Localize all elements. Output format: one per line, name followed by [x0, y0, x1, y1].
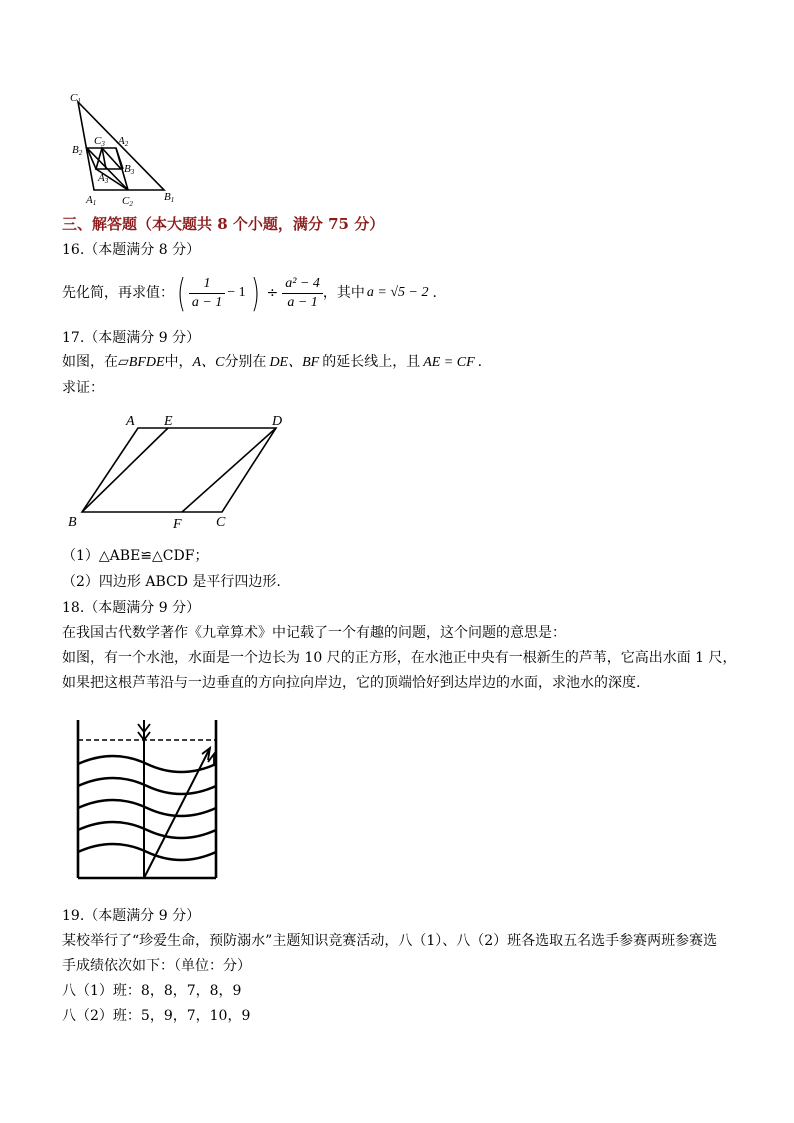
- wave-5: [78, 844, 216, 860]
- label-a2: A2: [118, 135, 129, 148]
- label-c3: C3: [94, 135, 105, 148]
- q17-part1: （1）△ABE≌△CDF；: [62, 548, 209, 564]
- q18-line2: 如图，有一个水池，水面是一个边长为 10 尺的正方形，在水池正中央有一根新生的芦苇，它高出水面 1 尺，: [62, 650, 737, 666]
- q18-line1: 在我国古代数学著作《九章算术》中记载了一个有趣的问题，这个问题的意思是：: [62, 625, 566, 641]
- q16-period: .: [432, 285, 437, 301]
- section-title: 三、解答题（本大题共 8 个小题，满分 75 分）: [62, 215, 385, 233]
- label-c: C: [216, 515, 226, 530]
- label-b: B: [68, 515, 77, 530]
- label-b1: B1: [164, 191, 175, 204]
- label-b3: B3: [124, 163, 135, 176]
- q16-fraction-1: $\frac{1}{a - 1}$: [189, 275, 225, 312]
- q19-line2: 手成绩依次如下：（单位：分）: [62, 958, 251, 974]
- q16-divide: ÷: [266, 285, 279, 301]
- parallelogram-abcd: [82, 428, 276, 512]
- label-c1: C1: [70, 92, 81, 105]
- wave-3: [78, 800, 216, 816]
- q16-prefix: 先化简，再求值：: [62, 285, 174, 301]
- segment-be: [82, 428, 168, 512]
- right-paren: ): [250, 271, 260, 315]
- label-c2: C2: [122, 195, 133, 208]
- nested-triangles-figure: [66, 90, 186, 208]
- q17-part2: （2）四边形 ABCD 是平行四边形.: [62, 574, 281, 590]
- segment-df: [182, 428, 276, 512]
- q16-mid-text: ，其中: [322, 285, 365, 301]
- label-a: A: [126, 414, 135, 429]
- q19-header: 19.（本题满分 9 分）: [62, 908, 201, 924]
- q19-line1: 某校举行了“珍爱生命，预防溺水”主题知识竞赛活动，八（1）、八（2）班各选取五名选手参赛两班参赛选: [62, 933, 718, 949]
- reed-pool-figure: [64, 714, 234, 890]
- q18-header: 18.（本题满分 9 分）: [62, 600, 201, 616]
- label-a1: A1: [86, 194, 97, 207]
- q17-line2: 求证：: [62, 380, 104, 396]
- q19-class1-scores: 八（1）班：8，8，7，8，9: [62, 983, 242, 999]
- label-a3: A3: [98, 172, 109, 185]
- q17-line1: 如图，在▱BFDE中，A、C分别在 DE、BF 的延长线上，且 AE = CF .: [62, 354, 483, 370]
- wave-2: [78, 778, 216, 794]
- label-b2: B2: [72, 144, 83, 157]
- label-f: F: [173, 517, 182, 532]
- wave-4: [78, 822, 216, 838]
- q16-fraction-2: $\frac{\text{a² − 4}}{a - 1}$: [282, 275, 323, 312]
- left-paren: (: [176, 271, 186, 315]
- label-d: D: [272, 414, 283, 429]
- q16-header: 16.（本题满分 8 分）: [62, 242, 201, 258]
- wave-1: [78, 756, 216, 772]
- q17-header: 17.（本题满分 9 分）: [62, 330, 201, 346]
- q19-class2-scores: 八（2）班：5，9，7，10，9: [62, 1008, 251, 1024]
- q16-expression: [62, 270, 437, 316]
- q16-condition: a = √5 − 2: [366, 285, 429, 300]
- q16-minus-one: − 1: [227, 285, 246, 300]
- q18-line3: 如果把这根芦苇沿与一边垂直的方向拉向岸边，它的顶端恰好到达岸边的水面，求池水的深度.: [62, 675, 641, 691]
- parallelogram-figure: [64, 408, 294, 534]
- label-e: E: [164, 414, 173, 429]
